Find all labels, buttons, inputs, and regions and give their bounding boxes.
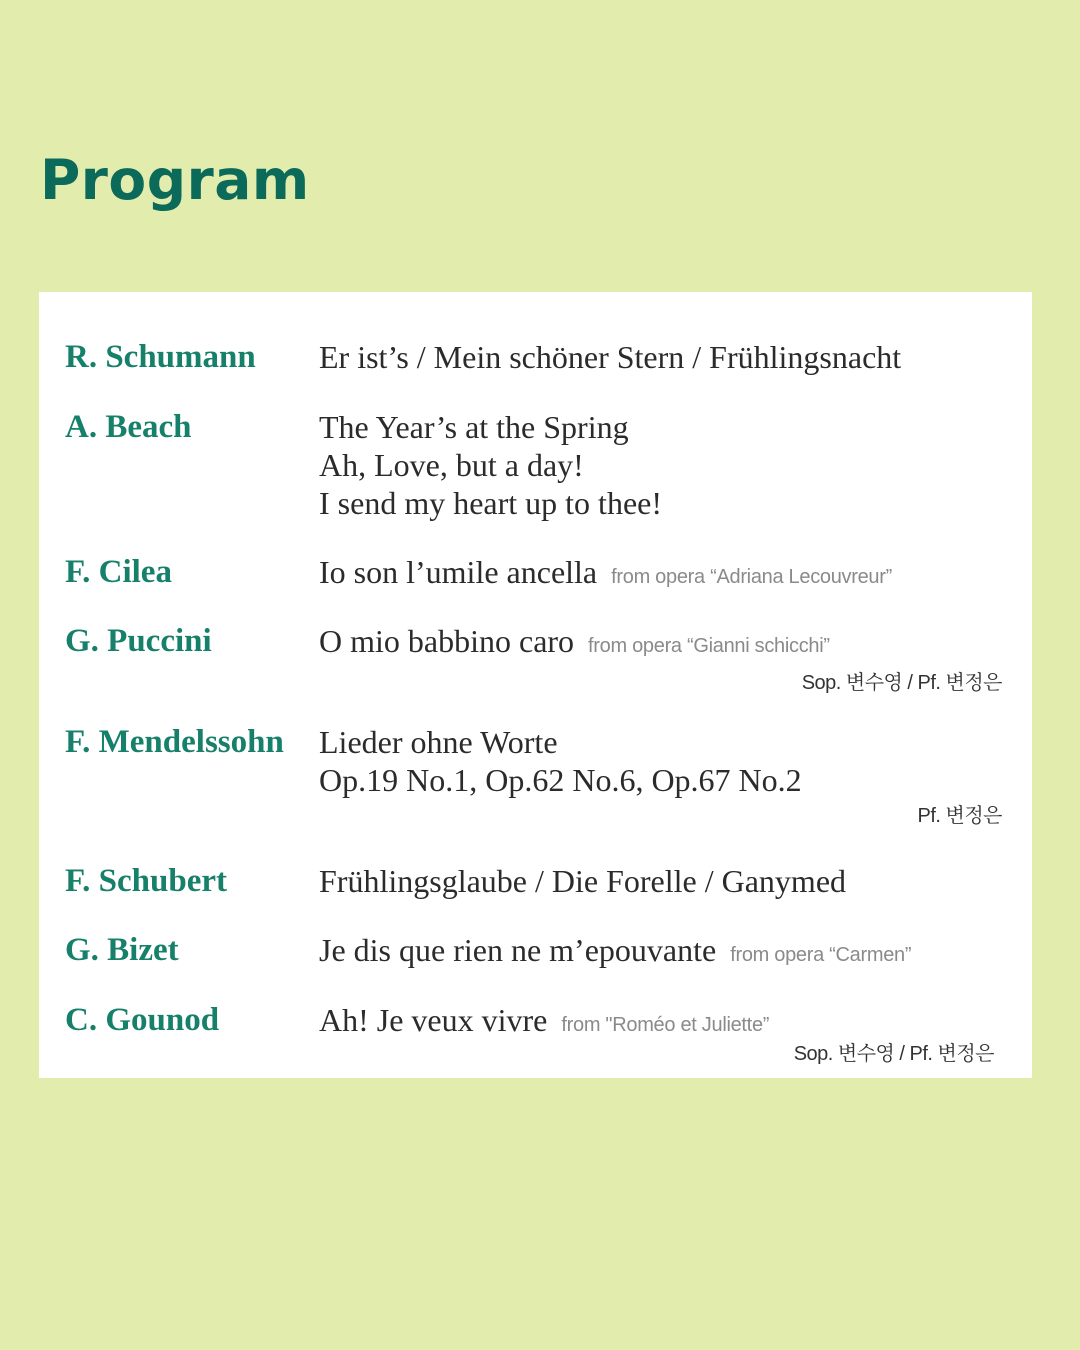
source-note: from "Roméo et Juliette” [561, 1014, 770, 1036]
source-note: from opera “Carmen” [730, 944, 912, 966]
work-title: The Year’s at the Spring [319, 409, 629, 445]
work-title: Ah! Je veux vivre [319, 1002, 548, 1038]
work-title: Io son l’umile ancella [319, 554, 598, 590]
work-title: Lieder ohne Worte [319, 724, 558, 760]
composer-name: G. Bizet [65, 932, 179, 968]
performer-credit: Sop. 변수영 / Pf. 변정은 [793, 1043, 994, 1065]
performer-credit: Pf. 변정은 [917, 805, 1002, 827]
work-title-row [319, 931, 911, 974]
work-title: O mio babbino caro [319, 623, 575, 659]
work-title-row [319, 1001, 769, 1044]
composer-name: C. Gounod [65, 1002, 220, 1038]
work-title: Je dis que rien ne m’epouvante [319, 932, 717, 968]
work-title: Frühlingsglaube / Die Forelle / Ganymed [319, 863, 847, 899]
composer-name: R. Schumann [65, 339, 256, 375]
composer-name: F. Schubert [65, 863, 227, 899]
composer-name: F. Mendelssohn [65, 724, 284, 760]
work-title-row [319, 622, 830, 665]
source-note: from opera “Gianni schicchi” [588, 635, 830, 657]
work-title: Op.19 No.1, Op.62 No.6, Op.67 No.2 [319, 762, 802, 798]
work-title: I send my heart up to thee! [319, 485, 662, 521]
program-card [39, 292, 1032, 1078]
performer-credit: Sop. 변수영 / Pf. 변정은 [801, 672, 1002, 694]
page-title: Program [40, 148, 310, 212]
source-note: from opera “Adriana Lecouvreur” [611, 566, 892, 588]
composer-name: F. Cilea [65, 554, 172, 590]
composer-name: G. Puccini [65, 623, 212, 659]
work-title: Er ist’s / Mein schöner Stern / Frühlingsnacht [319, 339, 902, 375]
composer-name: A. Beach [65, 409, 192, 445]
work-title-row [319, 553, 892, 596]
work-title: Ah, Love, but a day! [319, 447, 584, 483]
